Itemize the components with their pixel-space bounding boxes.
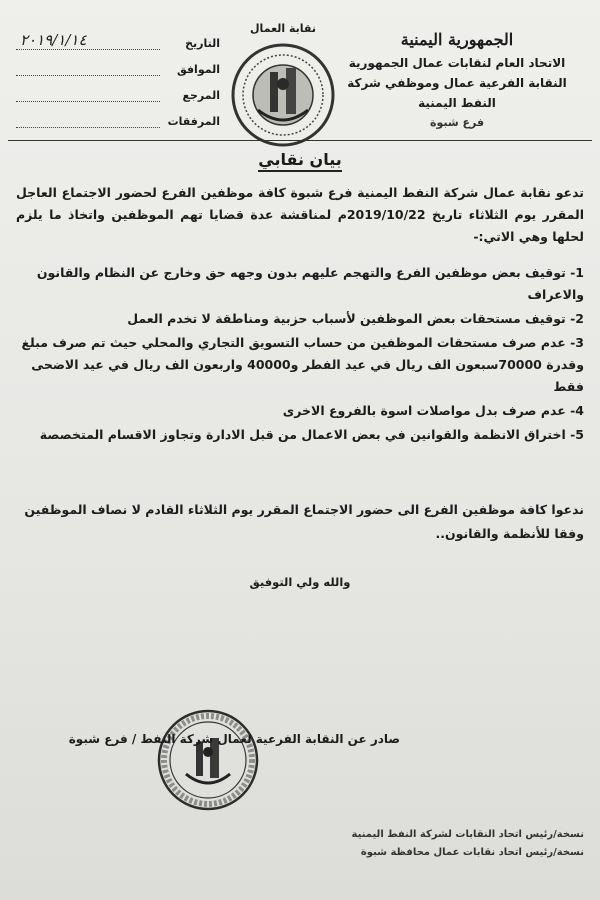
demands-list xyxy=(16,262,584,448)
list-item: 4- عدم صرف بدل مواصلات اسوة بالفروع الاخرى xyxy=(282,403,584,418)
list-item: 1- توقيف بعض موظفين الفرع والتهجم عليهم بدون وجهه حق وخارج عن النظام والقانون والاعراف xyxy=(36,265,584,302)
reference-fields xyxy=(10,28,220,132)
copy-recipient: نسخة/رئيس اتحاد نقابات عمال محافظة شبوة xyxy=(360,847,584,858)
date-field: التاريخ ٢٠١٩/١/١٤ xyxy=(10,28,220,50)
reference-field: المرجع xyxy=(10,80,220,102)
copies-list xyxy=(284,826,584,862)
list-item: 5- اختراق الانظمة والقوانين في بعض الاعمال من قبل الادارة وتجاوز الاقسام المتخصصة xyxy=(39,427,584,442)
federation-name: الاتحاد العام لنقابات عمال الجمهورية xyxy=(348,56,566,70)
branch-name: فرع شبوة xyxy=(429,116,485,129)
logo-caption: نقابة العمال xyxy=(250,22,316,35)
republic-name: الجمهورية اليمنية xyxy=(400,30,514,49)
closing-paragraph: ندعوا كافة موظفين الفرع الى حضور الاجتماع المقرر يوم الثلاثاء القادم لا نصاف الموظفين وفقا للأنظمة والقانون.. xyxy=(24,502,584,541)
closing-salutation: والله ولي التوفيق xyxy=(249,575,351,589)
corresponding-date-field: الموافق xyxy=(10,54,220,76)
union-stamp-icon xyxy=(156,708,260,812)
copy-recipient: نسخة/رئيس اتحاد النقابات لشركة النفط اليمنية xyxy=(351,829,584,840)
list-item: 2- توقيف مستحقات بعض الموظفين لأسباب حزبية ومناطقة لا تخدم العمل xyxy=(127,311,584,326)
union-emblem-icon xyxy=(228,40,338,150)
document-title: بيان نقابي xyxy=(0,150,600,169)
date-value: ٢٠١٩/١/١٤ xyxy=(20,31,87,49)
intro-paragraph: تدعو نقابة عمال شركة النفط اليمنية فرع شبوة كافة موظفين الفرع لحضور الاجتماع العاجل المقرر يوم الثلاثاء تاريخ 2019/10/22م لمناقشة عدة قضايا تهم الموظفين واتخاذ ما يلزم لحلها وهي الاتي:- xyxy=(16,185,584,244)
union-name: النقابة الفرعية عمال وموظفي شركة النفط اليمنية xyxy=(347,76,567,110)
letterhead-right xyxy=(332,30,582,133)
attachments-field: المرفقات xyxy=(10,106,220,128)
issued-by: صادر عن النقابة الفرعية لعمال شركة النفط / فرع شبوة xyxy=(68,732,400,746)
list-item: 3- عدم صرف مستحقات الموظفين من حساب التسويق التجاري والمحلي حيث تم صرف مبلغ وقدرة 70000سبعون الف ريال في عيد الفطر و40000 واربعون الف ريال في عيد الاضحى فقط xyxy=(21,335,584,394)
header-divider xyxy=(8,140,592,141)
